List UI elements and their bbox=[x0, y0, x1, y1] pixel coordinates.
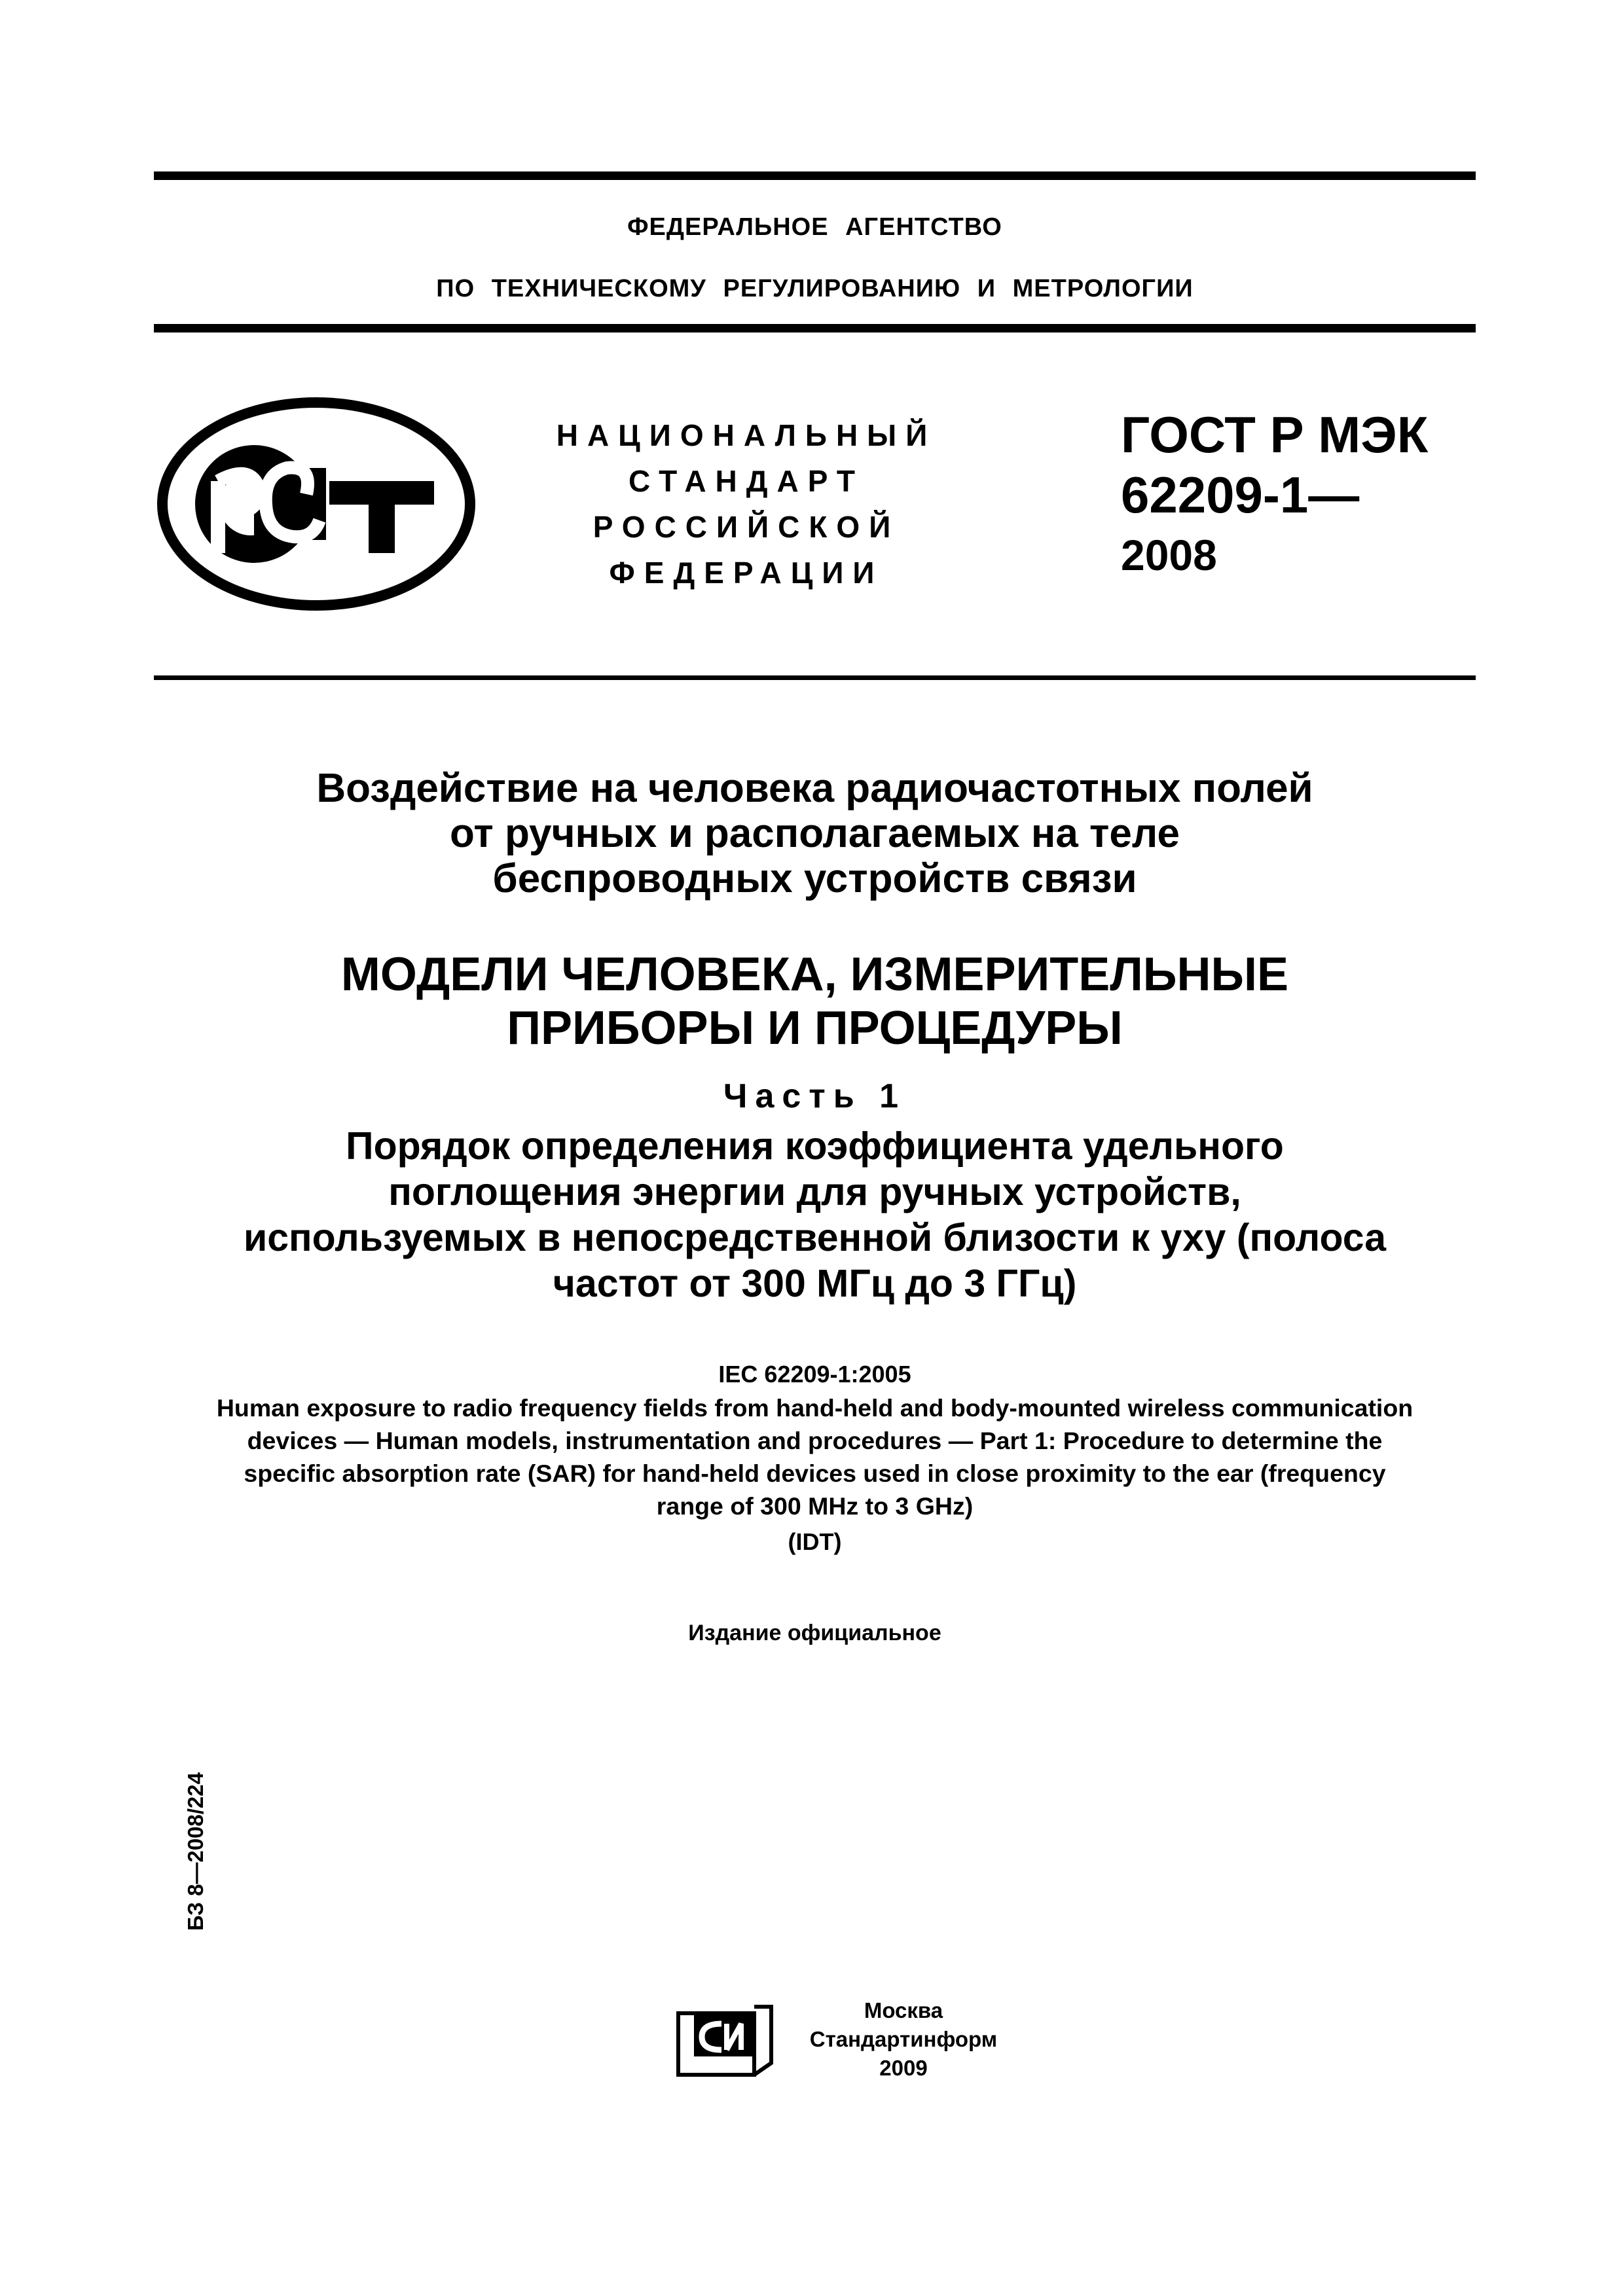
national-standard-label bbox=[524, 412, 969, 596]
mid-rule bbox=[154, 675, 1476, 680]
top-rule-1 bbox=[154, 171, 1476, 180]
publisher-name: Стандартинформ bbox=[809, 2027, 998, 2051]
edition-label: Издание официальное bbox=[688, 1621, 941, 1645]
part-title-line-2: поглощения энергии для ручных устройств, bbox=[388, 1170, 1241, 1213]
iec-title-line-2: devices — Human models, instrumentation and procedures — Part 1: Procedure to determine the bbox=[247, 1427, 1383, 1454]
publisher-city: Москва bbox=[864, 1998, 943, 2022]
iec-title-line-4: range of 300 MHz to 3 GHz) bbox=[656, 1492, 974, 1520]
iec-title-line-1: Human exposure to radio frequency fields from hand-held and body-mounted wireless communication bbox=[216, 1394, 1413, 1422]
standartinform-logo-icon bbox=[676, 2004, 774, 2077]
agency-header bbox=[154, 196, 1476, 319]
main-title bbox=[154, 766, 1476, 901]
part-title-line-3: используемых в непосредственной близости к уху (полоса bbox=[243, 1216, 1387, 1259]
part-title-line-1: Порядок определения коэффициента удельного bbox=[346, 1124, 1284, 1168]
idt-label: (IDT) bbox=[788, 1528, 842, 1555]
part-label: Часть 1 bbox=[723, 1077, 907, 1115]
iec-code: IEC 62209-1:2005 bbox=[718, 1361, 911, 1388]
agency-line-1: ФЕДЕРАЛЬНОЕ АГЕНТСТВО bbox=[627, 213, 1002, 241]
part-title bbox=[154, 1123, 1476, 1306]
national-line-3: РОССИЙСКОЙ bbox=[593, 510, 900, 544]
main-title-line-2: от ручных и располагаемых на теле bbox=[450, 811, 1180, 856]
national-line-2: СТАНДАРТ bbox=[629, 464, 864, 498]
publisher-year: 2009 bbox=[879, 2056, 928, 2080]
sub-title-line-2: ПРИБОРЫ И ПРОЦЕДУРЫ bbox=[507, 1002, 1123, 1054]
part-title-line-4: частот от 300 МГц до 3 ГГц) bbox=[553, 1262, 1077, 1305]
main-title-line-1: Воздействие на человека радиочастотных полей bbox=[316, 766, 1313, 811]
iec-title-line-3: specific absorption rate (SAR) for hand-held devices used in close proximity to the ear (frequency bbox=[244, 1460, 1386, 1487]
gost-designation bbox=[1121, 404, 1474, 585]
gost-year: 2008 bbox=[1121, 531, 1217, 579]
national-line-1: НАЦИОНАЛЬНЫЙ bbox=[556, 418, 937, 452]
main-title-line-3: беспроводных устройств связи bbox=[492, 856, 1137, 901]
sub-title bbox=[154, 948, 1476, 1055]
agency-line-2: ПО ТЕХНИЧЕСКОМУ РЕГУЛИРОВАНИЮ И МЕТРОЛОГИИ bbox=[436, 275, 1194, 302]
national-line-4: ФЕДЕРАЦИИ bbox=[609, 556, 884, 590]
sub-title-line-1: МОДЕЛИ ЧЕЛОВЕКА, ИЗМЕРИТЕЛЬНЫЕ bbox=[340, 948, 1289, 1001]
iec-title bbox=[154, 1391, 1476, 1522]
gost-line-1: ГОСТ Р МЭК bbox=[1121, 406, 1429, 463]
side-code: БЗ 8—2008/224 bbox=[183, 1772, 208, 1931]
rst-logo-icon bbox=[156, 396, 477, 612]
top-rule-2 bbox=[154, 324, 1476, 332]
gost-line-2: 62209-1— bbox=[1121, 466, 1360, 524]
publisher bbox=[786, 1996, 1021, 2083]
